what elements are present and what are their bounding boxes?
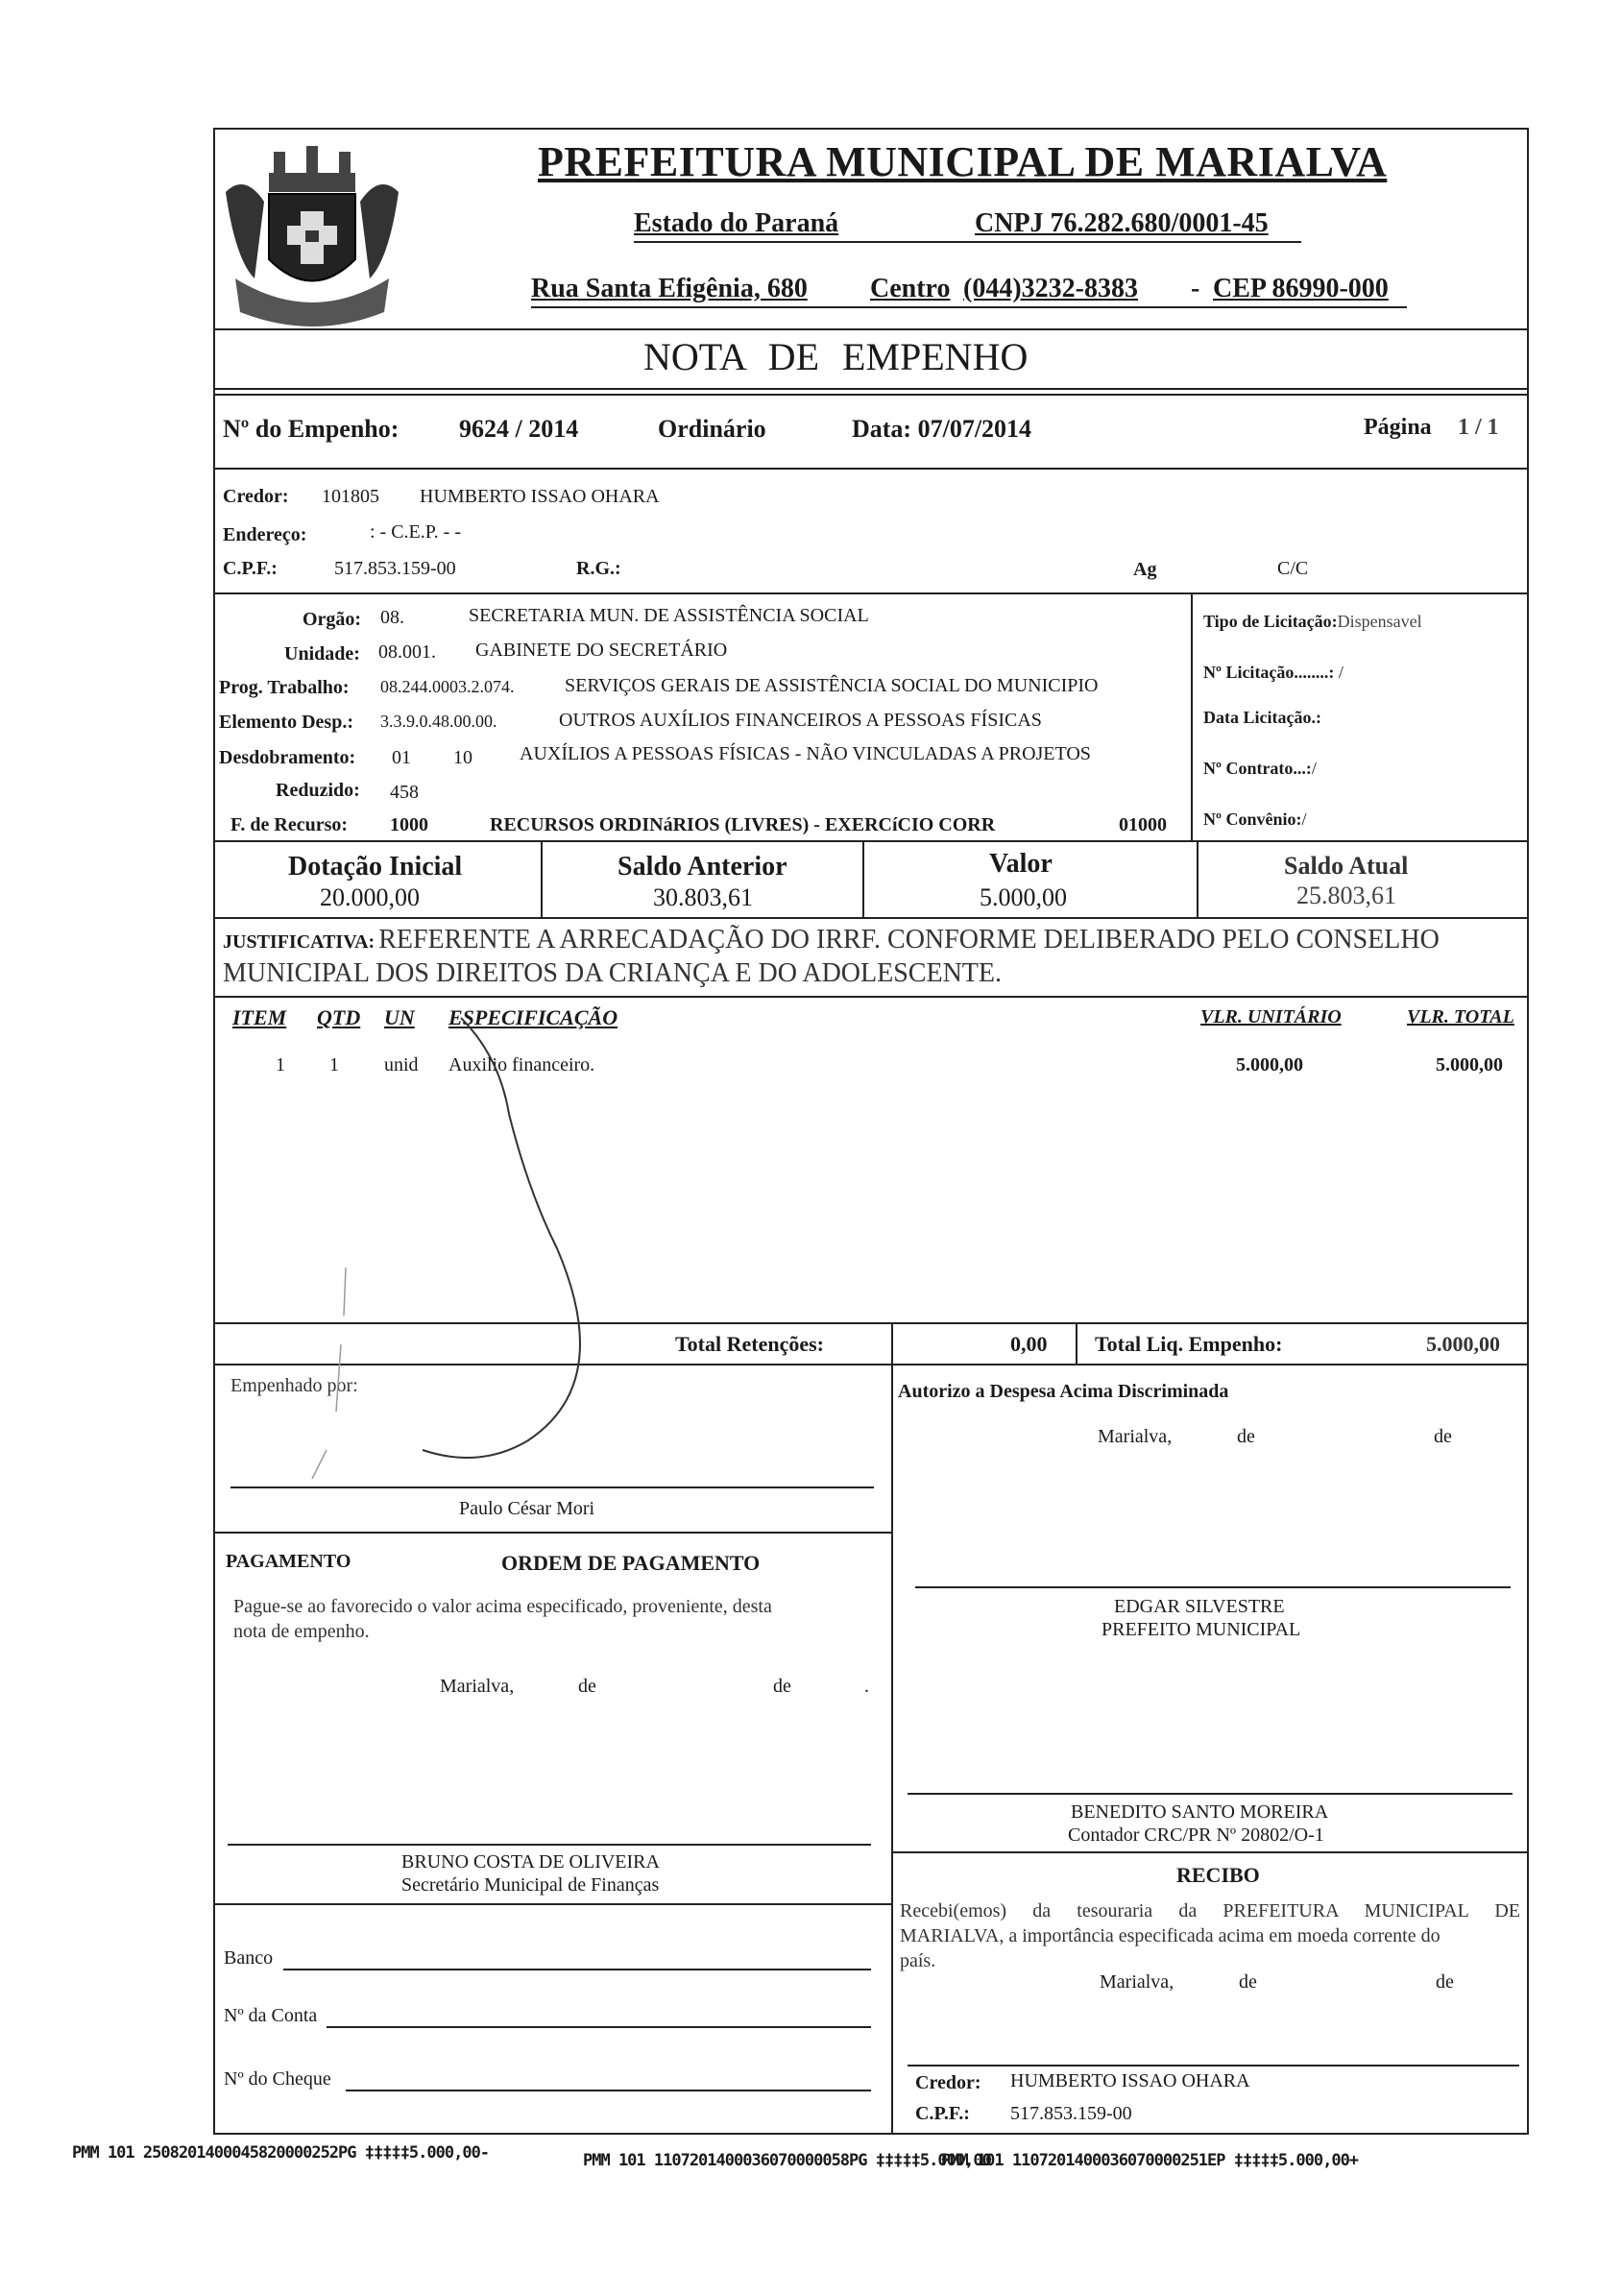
scan-code-1: PMM 101 2508201400045820000252PG ‡‡‡‡‡5.000,00- <box>72 2143 490 2163</box>
total-liq-label: Total Liq. Empenho: <box>1095 1332 1283 1356</box>
signature-line <box>908 2065 1519 2066</box>
convenio-label: Nº Convênio: <box>1203 810 1302 829</box>
divider <box>213 592 1529 594</box>
unidade-name: GABINETE DO SECRETÁRIO <box>475 640 728 661</box>
elem-code: 3.3.9.0.48.00.00. <box>380 712 497 731</box>
empenho-label: Nº do Empenho: <box>223 415 400 443</box>
conta-line[interactable] <box>327 2026 871 2028</box>
endereco-value: : - C.E.P. - - <box>370 521 461 543</box>
cnpj: CNPJ 76.282.680/0001-45 <box>975 208 1269 238</box>
vertical-divider <box>541 840 543 917</box>
address-phone: (044)3232-8383 <box>963 274 1138 303</box>
credor-label: Credor: <box>223 486 289 507</box>
divider <box>213 996 1529 998</box>
endereco-label: Endereço: <box>223 524 307 545</box>
convenio <box>1203 810 1306 830</box>
tipo-licitacao-label: Tipo de Licitação: <box>1203 612 1338 631</box>
numero-licitacao-label: Nº Licitação........: <box>1203 663 1335 682</box>
contrato <box>1203 759 1317 779</box>
orgao-code: 08. <box>380 607 404 628</box>
recibo-credor-label: Credor: <box>915 2072 981 2093</box>
justificativa-text-2: MUNICIPAL DOS DIREITOS DA CRIANÇA E DO ADOLESCENTE. <box>223 958 1003 988</box>
saldo-atual-label: Saldo Atual <box>1284 852 1409 880</box>
unidade-label: Unidade: <box>284 643 360 665</box>
table-row <box>0 1054 1598 1083</box>
item-total: 5.000,00 <box>1436 1054 1503 1075</box>
pagamento-label: PAGAMENTO <box>226 1551 351 1572</box>
elem-name: OUTROS AUXÍLIOS FINANCEIROS A PESSOAS FÍSICAS <box>559 710 1042 731</box>
address-dash: - <box>1191 274 1200 303</box>
fonte-code: 1000 <box>390 814 428 835</box>
total-retencoes-label: Total Retenções: <box>675 1332 824 1356</box>
divider <box>213 1532 891 1534</box>
vertical-divider <box>862 840 864 917</box>
divider <box>213 468 1529 470</box>
handwritten-signature <box>307 999 618 1479</box>
signature-line <box>230 1486 874 1488</box>
reduzido-value: 458 <box>390 782 419 803</box>
state-name: Estado do Paraná <box>634 208 839 238</box>
vertical-divider <box>1076 1322 1077 1366</box>
reduzido-label: Reduzido: <box>276 780 360 801</box>
cheque-line[interactable] <box>346 2090 871 2091</box>
cheque-label: Nº do Cheque <box>224 2068 331 2090</box>
address-district: Centro <box>870 274 951 303</box>
divider <box>213 388 1529 390</box>
page-label: Página <box>1364 415 1432 440</box>
orgao-label: Orgão: <box>303 609 362 630</box>
recibo-cpf-value: 517.853.159-00 <box>1010 2103 1132 2124</box>
orgao-name: SECRETARIA MUN. DE ASSISTÊNCIA SOCIAL <box>469 605 869 626</box>
desd-code-1: 01 <box>392 747 411 768</box>
col-qtd: QTD <box>317 1005 361 1029</box>
state-underline <box>634 241 1301 243</box>
address-underline <box>531 306 1407 308</box>
signature-line <box>228 1844 871 1846</box>
signature-line <box>915 1586 1511 1588</box>
pagamento-city: Marialva, <box>440 1676 515 1697</box>
elem-label: Elemento Desp.: <box>219 712 353 733</box>
numero-licitacao <box>1203 663 1344 683</box>
desd-label: Desdobramento: <box>219 747 356 768</box>
empenho-type: Ordinário <box>658 415 766 443</box>
fonte-label: F. de Recurso: <box>230 814 349 835</box>
vertical-divider <box>891 1322 893 1366</box>
empenhado-label: Empenhado por: <box>230 1375 358 1396</box>
vertical-divider <box>891 1364 893 2135</box>
autorizo-label: Autorizo a Despesa Acima Discriminada <box>898 1381 1229 1402</box>
autorizo-de-2: de <box>1434 1426 1452 1447</box>
pagamento-dot: . <box>864 1676 869 1697</box>
ag-label: Ag <box>1133 559 1157 580</box>
fonte-code-2: 01000 <box>1119 814 1167 835</box>
secretario-role: Secretário Municipal de Finanças <box>401 1874 660 1896</box>
recibo-title: RECIBO <box>1176 1863 1260 1887</box>
recibo-text-3: país. <box>900 1950 936 1971</box>
scan-code-3: PMM 101 1107201400036070000251EP ‡‡‡‡‡5.000,00+ <box>941 2151 1359 2170</box>
divider <box>213 394 1529 396</box>
banco-line[interactable] <box>283 1969 871 1970</box>
empenho-date: Data: 07/07/2014 <box>852 415 1032 443</box>
secretario-name: BRUNO COSTA DE OLIVEIRA <box>401 1851 660 1873</box>
pagamento-text-1: Pague-se ao favorecido o valor acima especificado, proveniente, desta <box>233 1596 772 1617</box>
contador-name: BENEDITO SANTO MOREIRA <box>1071 1801 1329 1823</box>
saldo-anterior-value: 30.803,61 <box>653 883 753 911</box>
address-cep: CEP 86990-000 <box>1213 274 1389 303</box>
recibo-credor-value: HUMBERTO ISSAO OHARA <box>1010 2070 1250 2091</box>
col-un: UN <box>384 1005 415 1029</box>
col-item: ITEM <box>232 1005 287 1029</box>
data-licitacao-label: Data Licitação.: <box>1203 708 1321 727</box>
coat-of-arms-icon <box>216 134 408 331</box>
credor-code: 101805 <box>322 486 379 507</box>
contrato-label: Nº Contrato...: <box>1203 759 1312 778</box>
vertical-divider <box>1197 840 1198 917</box>
banco-label: Banco <box>224 1947 274 1969</box>
scan-code-2: PMM 101 1107201400036070000058PG ‡‡‡‡‡5.000,00 <box>583 2151 991 2170</box>
page-value: 1 / 1 <box>1458 415 1499 440</box>
col-unit: VLR. UNITÁRIO <box>1200 1006 1342 1027</box>
item-qtd: 1 <box>329 1054 339 1075</box>
divider <box>213 328 1529 330</box>
credor-name: HUMBERTO ISSAO OHARA <box>420 486 660 507</box>
page-title: PREFEITURA MUNICIPAL DE MARIALVA <box>538 138 1388 185</box>
empenho-number: 9624 / 2014 <box>459 415 579 443</box>
col-espec: ESPECIFICAÇÃO <box>448 1005 618 1029</box>
pagamento-de-1: de <box>578 1676 596 1697</box>
saldo-atual-value: 25.803,61 <box>1296 882 1396 909</box>
valor-value: 5.000,00 <box>980 883 1067 911</box>
saldo-anterior-label: Saldo Anterior <box>617 852 787 882</box>
tipo-licitacao-value: Dispensavel <box>1337 612 1422 631</box>
vertical-divider <box>1191 592 1193 842</box>
conta-label: Nº da Conta <box>224 2005 318 2026</box>
prefeito-role: PREFEITO MUNICIPAL <box>1102 1619 1301 1640</box>
dotacao-inicial-value: 20.000,00 <box>320 883 420 911</box>
numero-licitacao-value: / <box>1338 663 1344 682</box>
fonte-name: RECURSOS ORDINáRIOS (LIVRES) - EXERCíCIO CORR <box>490 814 996 835</box>
item-espec: Auxilio financeiro. <box>448 1054 595 1075</box>
pagamento-de-2: de <box>773 1676 791 1697</box>
recibo-de-1: de <box>1239 1971 1257 1993</box>
total-liq-value: 5.000,00 <box>1426 1332 1500 1356</box>
justificativa-text-1: REFERENTE A ARRECADAÇÃO DO IRRF. CONFORME DELIBERADO PELO CONSELHO <box>378 925 1440 955</box>
prog-label: Prog. Trabalho: <box>219 677 350 698</box>
recibo-text-1 <box>900 1900 1520 1922</box>
item-un: unid <box>384 1054 419 1075</box>
ordem-pagamento: ORDEM DE PAGAMENTO <box>501 1551 761 1575</box>
cpf-label: C.P.F.: <box>223 558 278 579</box>
divider <box>213 840 1529 842</box>
signature-line <box>908 1793 1513 1795</box>
recibo-city: Marialva, <box>1100 1971 1174 1993</box>
convenio-value: / <box>1301 810 1307 829</box>
cpf-value: 517.853.159-00 <box>334 558 456 579</box>
contrato-value: / <box>1311 759 1317 778</box>
justificativa-line-1 <box>223 925 1440 955</box>
justificativa-label: JUSTIFICATIVA: <box>223 931 375 953</box>
desd-name: AUXÍLIOS A PESSOAS FÍSICAS - NÃO VINCULADAS A PROJETOS <box>520 743 1091 764</box>
desd-code-2: 10 <box>453 747 472 768</box>
unidade-code: 08.001. <box>378 641 436 663</box>
prog-name: SERVIÇOS GERAIS DE ASSISTÊNCIA SOCIAL DO MUNICIPIO <box>565 675 1099 696</box>
recibo-cpf-label: C.P.F.: <box>915 2103 970 2124</box>
contador-role: Contador CRC/PR Nº 20802/O-1 <box>1068 1825 1324 1846</box>
empenhado-signer: Paulo César Mori <box>459 1498 595 1519</box>
tipo-licitacao <box>1203 612 1422 632</box>
recibo-text-2: MARIALVA, a importância especificada acima em moeda corrente do <box>900 1925 1441 1946</box>
recibo-de-2: de <box>1436 1971 1454 1993</box>
dotacao-inicial-label: Dotação Inicial <box>288 852 463 882</box>
divider <box>213 917 1529 919</box>
total-retencoes-value: 0,00 <box>1010 1332 1048 1356</box>
rg-label: R.G.: <box>576 558 621 579</box>
item-unit: 5.000,00 <box>1236 1054 1303 1075</box>
pagamento-text-2: nota de empenho. <box>233 1621 370 1642</box>
prefeito-name: EDGAR SILVESTRE <box>1114 1596 1285 1617</box>
divider <box>891 1851 1529 1853</box>
col-total: VLR. TOTAL <box>1407 1006 1514 1027</box>
divider <box>213 1903 891 1905</box>
doc-title: NOTA DE EMPENHO <box>643 335 1029 378</box>
autorizo-city: Marialva, <box>1098 1426 1173 1447</box>
cc-label: C/C <box>1277 558 1309 579</box>
item-number: 1 <box>276 1054 285 1075</box>
valor-label: Valor <box>989 849 1053 879</box>
autorizo-de-1: de <box>1237 1426 1255 1447</box>
address-street: Rua Santa Efigênia, 680 <box>531 274 808 303</box>
recibo-text-1-content: Recebi(emos) da tesouraria da PREFEITURA MUNICIPAL DE <box>900 1900 1520 1921</box>
prog-code: 08.244.0003.2.074. <box>380 677 515 696</box>
